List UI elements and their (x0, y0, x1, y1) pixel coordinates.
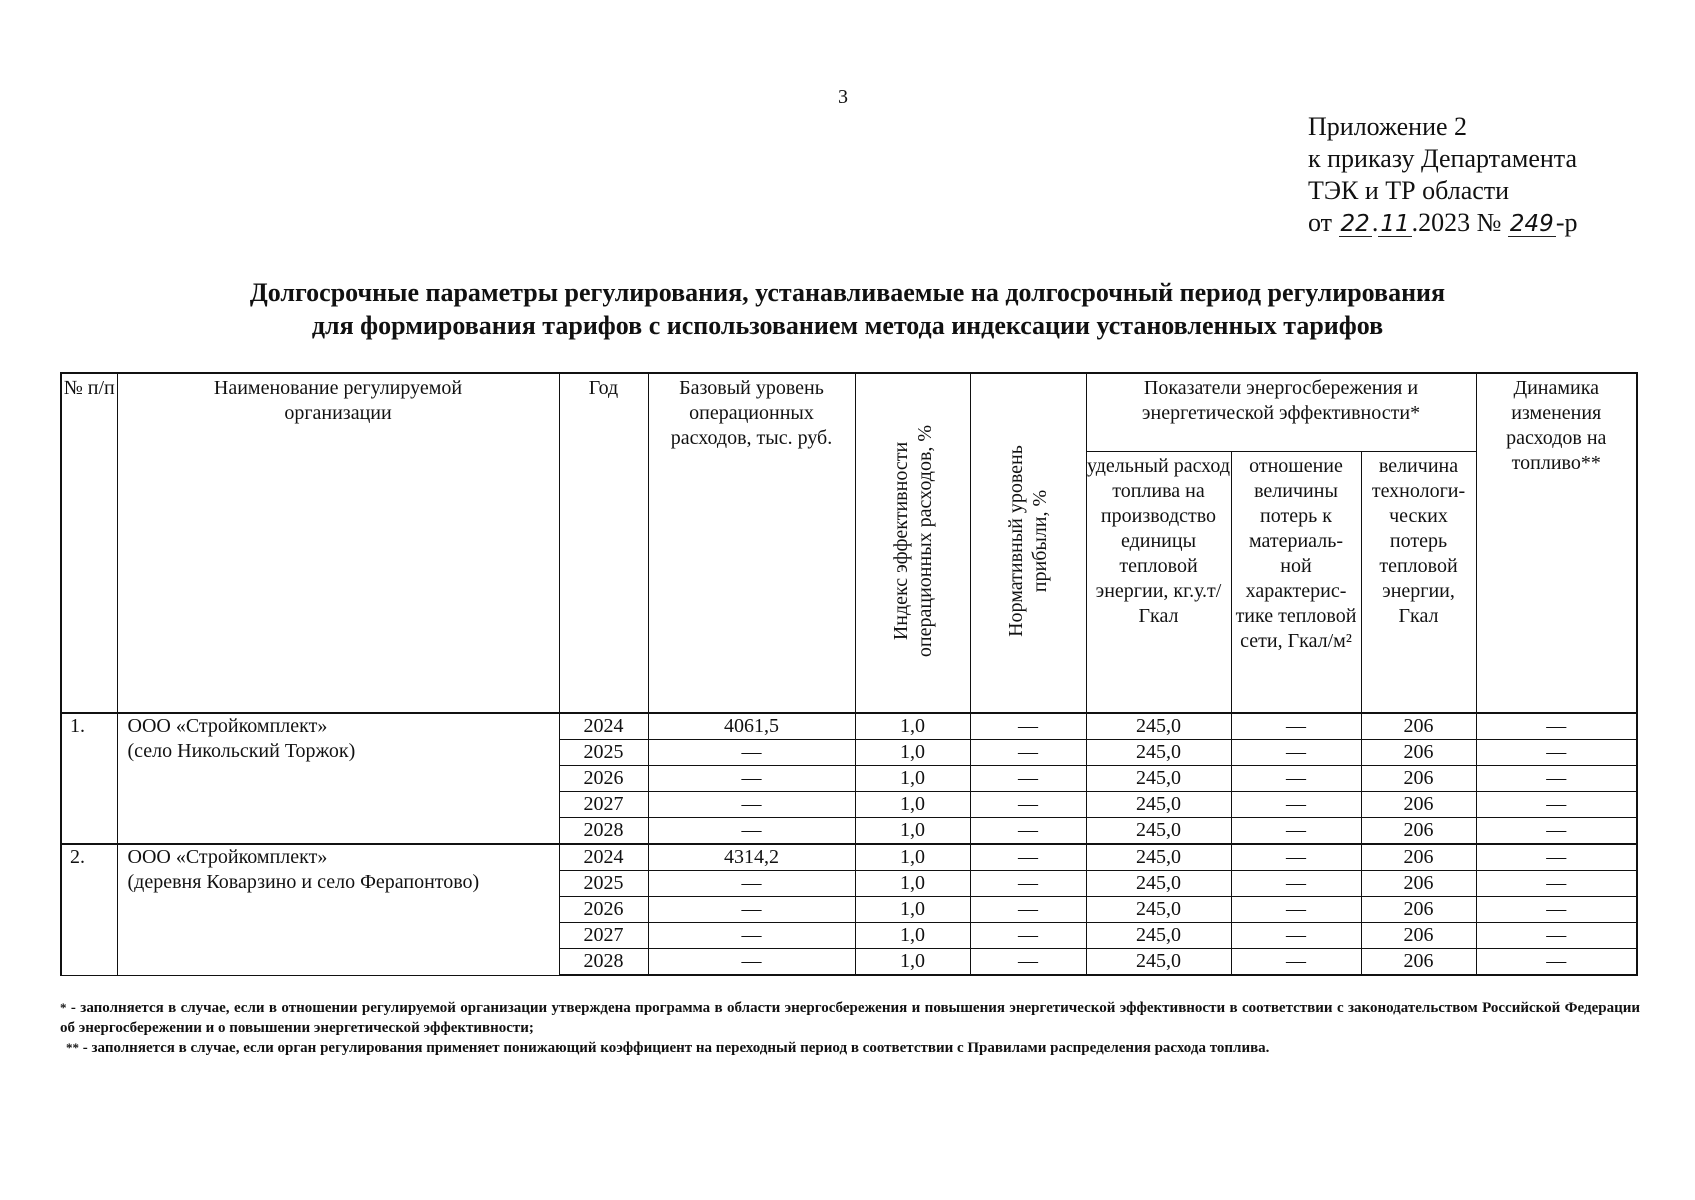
tech-loss-cell: 206 (1361, 713, 1476, 740)
fuel-rate-cell: 245,0 (1086, 713, 1231, 740)
efficiency-index-cell: 1,0 (855, 766, 970, 792)
efficiency-index-cell: 1,0 (855, 713, 970, 740)
document-title (0, 276, 1695, 342)
appendix-line-3: ТЭК и ТР области (1308, 176, 1510, 205)
loss-ratio-cell: — (1231, 792, 1361, 818)
tech-loss-cell: 206 (1361, 923, 1476, 949)
header-base: Базовый уровень операционных расходов, тыс. руб. (648, 373, 855, 713)
organization-location: (село Никольский Торжок) (127, 740, 356, 762)
date-dot: . (1371, 208, 1379, 237)
year-cell: 2024 (559, 713, 648, 740)
header-dynamics: Динамика изменения расходов на топливо** (1476, 373, 1637, 713)
profit-level-cell: — (970, 766, 1086, 792)
header-tech-loss: величина технологи-ческих потерь тепловой энергии, Гкал (1361, 452, 1476, 714)
title-line-1: Долгосрочные параметры регулирования, устанавливаемые на долгосрочный период регулирования (249, 278, 1446, 307)
fuel-rate-cell: 245,0 (1086, 897, 1231, 923)
year-cell: 2026 (559, 766, 648, 792)
row-number: 2. (61, 844, 117, 975)
base-cost-cell: — (648, 792, 855, 818)
header-loss-ratio: отношение величины потерь к материаль-ной характерис-тике тепловой сети, Гкал/м² (1231, 452, 1361, 714)
loss-ratio-cell: — (1231, 740, 1361, 766)
base-cost-cell: — (648, 923, 855, 949)
base-cost-cell: — (648, 871, 855, 897)
base-cost-cell: — (648, 818, 855, 845)
fuel-rate-cell: 245,0 (1086, 844, 1231, 871)
header-profit (970, 373, 1086, 713)
tech-loss-cell: 206 (1361, 792, 1476, 818)
loss-ratio-cell: — (1231, 897, 1361, 923)
header-energy-group: Показатели энергосбережения и энергетической эффективности* (1086, 373, 1476, 452)
organization-name (117, 713, 559, 844)
tech-loss-cell: 206 (1361, 897, 1476, 923)
organization-name (117, 844, 559, 975)
fuel-dynamics-cell: — (1476, 844, 1637, 871)
year-cell: 2028 (559, 818, 648, 845)
header-profit-text: Нормативный уровень прибыли, % (1005, 445, 1051, 637)
base-cost-cell: — (648, 897, 855, 923)
fuel-rate-cell: 245,0 (1086, 949, 1231, 976)
profit-level-cell: — (970, 740, 1086, 766)
parameters-table (60, 372, 1638, 976)
footnote-2-text: - заполняется в случае, если орган регулирования применяет понижающий коэффициент на переходный период в соответствии с Правилами распределения расхода топлива. (79, 1040, 1270, 1056)
year-cell: 2025 (559, 740, 648, 766)
year-cell: 2026 (559, 897, 648, 923)
base-cost-cell: — (648, 949, 855, 976)
organization-name-line-1: ООО «Стройкомплект» (127, 846, 328, 868)
fuel-dynamics-cell: — (1476, 949, 1637, 976)
header-fuel-rate: удельный расход топлива на производство единицы тепловой энергии, кг.у.т/Гкал (1086, 452, 1231, 714)
year-cell: 2025 (559, 871, 648, 897)
tech-loss-cell: 206 (1361, 871, 1476, 897)
handwritten-day: 22 (1340, 211, 1370, 237)
footnote-1-text: - заполняется в случае, если в отношении регулируемой организации утверждена программа в области энергосбережения и повышения энергетической эффективности в соответствии с законодательством Российской Федерации об энергосбережении и о повышении энергетической эффективности; (60, 1000, 1640, 1036)
loss-ratio-cell: — (1231, 766, 1361, 792)
header-index-text: Индекс эффективности операционных расходов, % (889, 424, 936, 658)
fuel-dynamics-cell: — (1476, 923, 1637, 949)
row-number: 1. (61, 713, 117, 844)
efficiency-index-cell: 1,0 (855, 897, 970, 923)
footnote-1-mark: * (60, 1000, 67, 1015)
loss-ratio-cell: — (1231, 949, 1361, 976)
base-cost-cell: 4314,2 (648, 844, 855, 871)
table-row (61, 713, 1637, 740)
appendix-line-2: к приказу Департамента (1308, 144, 1578, 173)
loss-ratio-cell: — (1231, 818, 1361, 845)
base-cost-cell: — (648, 740, 855, 766)
loss-ratio-cell: — (1231, 923, 1361, 949)
profit-level-cell: — (970, 923, 1086, 949)
efficiency-index-cell: 1,0 (855, 844, 970, 871)
fuel-rate-cell: 245,0 (1086, 923, 1231, 949)
appendix-date-line (1308, 207, 1577, 239)
header-org: Наименование регулируемой организации (117, 373, 559, 713)
header-num: № п/п (61, 373, 117, 713)
table-body (61, 713, 1637, 975)
title-line-2: для формирования тарифов с использованием метода индексации установленных тарифов (311, 311, 1384, 340)
profit-level-cell: — (970, 713, 1086, 740)
organization-name-line-1: ООО «Стройкомплект» (127, 715, 328, 737)
efficiency-index-cell: 1,0 (855, 818, 970, 845)
profit-level-cell: — (970, 949, 1086, 976)
fuel-rate-cell: 245,0 (1086, 818, 1231, 845)
date-prefix: от (1308, 208, 1333, 237)
fuel-dynamics-cell: — (1476, 766, 1637, 792)
year-cell: 2027 (559, 923, 648, 949)
base-cost-cell: — (648, 766, 855, 792)
efficiency-index-cell: 1,0 (855, 923, 970, 949)
table-row (61, 844, 1637, 871)
profit-level-cell: — (970, 792, 1086, 818)
loss-ratio-cell: — (1231, 844, 1361, 871)
year-cell: 2027 (559, 792, 648, 818)
fuel-dynamics-cell: — (1476, 871, 1637, 897)
profit-level-cell: — (970, 871, 1086, 897)
fuel-rate-cell: 245,0 (1086, 740, 1231, 766)
footnote-2-mark: ** (66, 1040, 79, 1055)
profit-level-cell: — (970, 844, 1086, 871)
tech-loss-cell: 206 (1361, 818, 1476, 845)
handwritten-month: 11 (1380, 211, 1410, 237)
loss-ratio-cell: — (1231, 713, 1361, 740)
organization-location: (деревня Коварзино и село Ферапонтово) (127, 871, 480, 893)
base-cost-cell: 4061,5 (648, 713, 855, 740)
order-suffix: -р (1555, 208, 1578, 237)
appendix-line-1: Приложение 2 (1308, 112, 1468, 141)
year-cell: 2028 (559, 949, 648, 976)
efficiency-index-cell: 1,0 (855, 949, 970, 976)
efficiency-index-cell: 1,0 (855, 792, 970, 818)
page-number: 3 (838, 86, 848, 108)
footnotes (60, 998, 1640, 1058)
header-index (855, 373, 970, 713)
header-year: Год (559, 373, 648, 713)
fuel-dynamics-cell: — (1476, 818, 1637, 845)
date-year: .2023 № (1411, 208, 1502, 237)
profit-level-cell: — (970, 897, 1086, 923)
fuel-dynamics-cell: — (1476, 713, 1637, 740)
tech-loss-cell: 206 (1361, 766, 1476, 792)
fuel-dynamics-cell: — (1476, 792, 1637, 818)
tech-loss-cell: 206 (1361, 740, 1476, 766)
tech-loss-cell: 206 (1361, 949, 1476, 976)
year-cell: 2024 (559, 844, 648, 871)
appendix-block (1308, 111, 1577, 239)
profit-level-cell: — (970, 818, 1086, 845)
handwritten-order-number: 249 (1509, 211, 1554, 237)
fuel-dynamics-cell: — (1476, 740, 1637, 766)
fuel-rate-cell: 245,0 (1086, 766, 1231, 792)
fuel-dynamics-cell: — (1476, 897, 1637, 923)
tech-loss-cell: 206 (1361, 844, 1476, 871)
efficiency-index-cell: 1,0 (855, 740, 970, 766)
fuel-rate-cell: 245,0 (1086, 871, 1231, 897)
efficiency-index-cell: 1,0 (855, 871, 970, 897)
loss-ratio-cell: — (1231, 871, 1361, 897)
fuel-rate-cell: 245,0 (1086, 792, 1231, 818)
footnote-2 (60, 1038, 1640, 1058)
footnote-1 (60, 998, 1640, 1038)
